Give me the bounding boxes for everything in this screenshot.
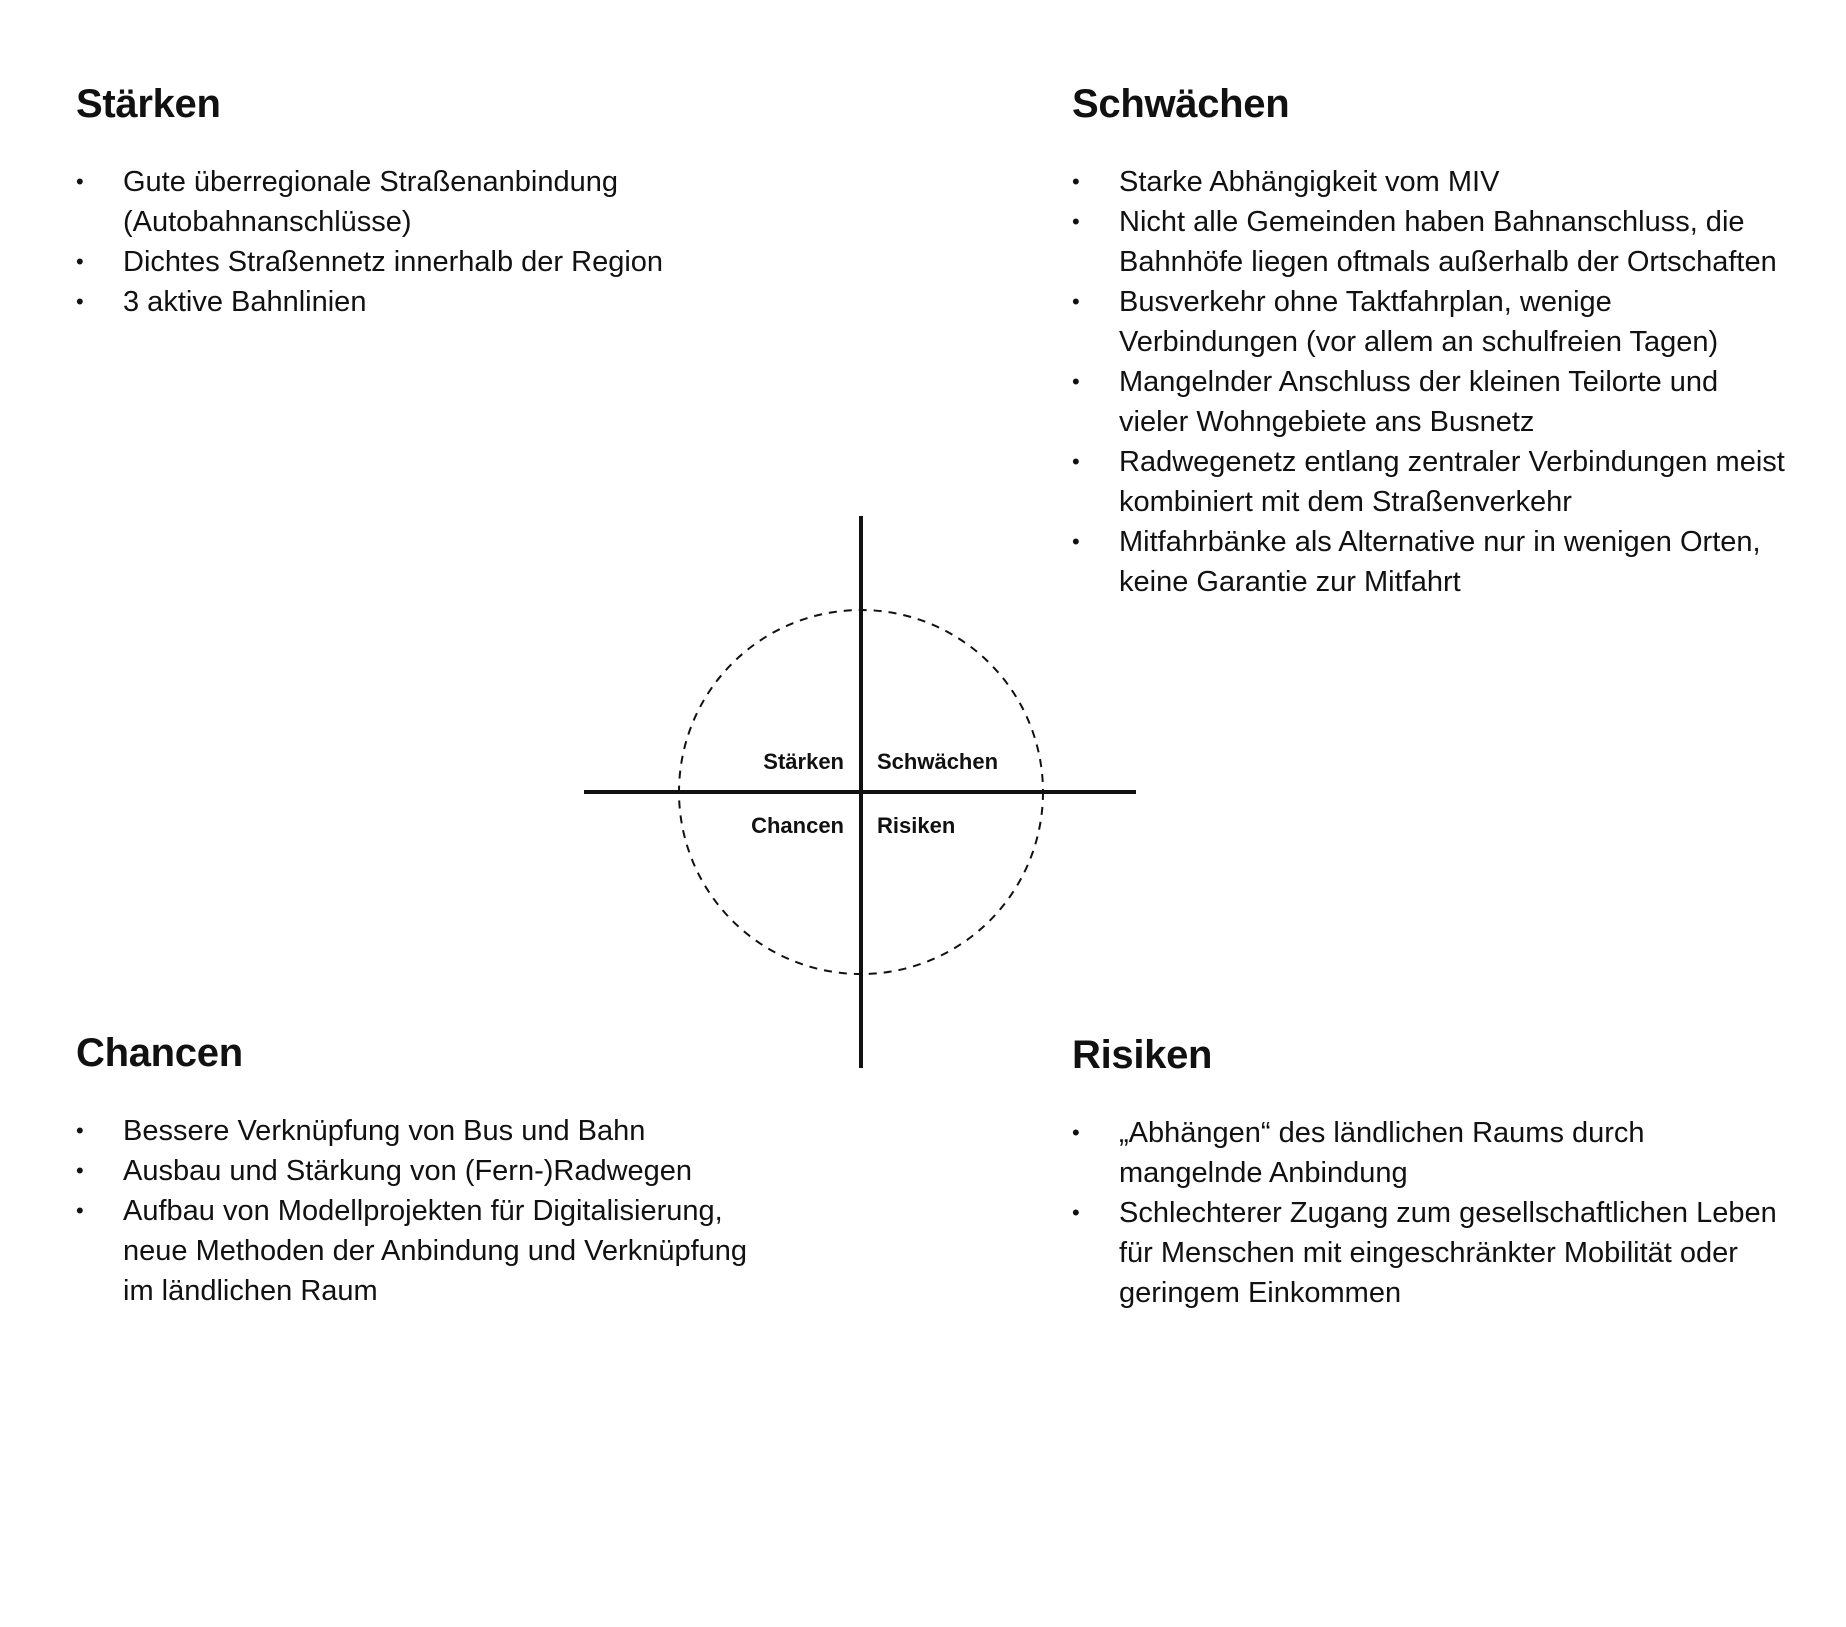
list-item: • Aufbau von Modellprojekten für Digitalisierung, neue Methoden der Anbindung und Verknüpfung im ländlichen Raum [76, 1191, 766, 1311]
diagram-label-risiken: Risiken [877, 813, 956, 838]
list-item: • Busverkehr ohne Taktfahrplan, wenige Verbindungen (vor allem an schulfreien Tagen) [1072, 282, 1792, 362]
quadrant-chancen [76, 1029, 766, 1311]
quadrant-list [1072, 162, 1792, 602]
list-item: • Mangelnder Anschluss der kleinen Teilorte und vieler Wohngebiete ans Busnetz [1072, 362, 1792, 442]
diagram-label-schwaechen: Schwächen [877, 749, 999, 774]
list-item: • Radwegenetz entlang zentraler Verbindungen meist kombiniert mit dem Straßenverkehr [1072, 442, 1792, 522]
list-item: • Schlechterer Zugang zum gesellschaftlichen Leben für Menschen mit eingeschränkter Mobilität oder geringem Einkommen [1072, 1193, 1792, 1313]
quadrant-staerken [76, 80, 766, 322]
quadrant-title: Chancen [76, 1031, 243, 1075]
quadrant-list [1072, 1113, 1792, 1313]
quadrant-risiken [1072, 1031, 1792, 1313]
quadrant-list [76, 162, 766, 322]
list-item: • 3 aktive Bahnlinien [76, 282, 766, 322]
list-item: • Dichtes Straßennetz innerhalb der Region [76, 242, 766, 282]
list-item: • Starke Abhängigkeit vom MIV [1072, 162, 1792, 202]
list-item: • Ausbau und Stärkung von (Fern-)Radwegen [76, 1151, 766, 1191]
diagram-label-staerken: Stärken [763, 749, 844, 774]
quadrant-list [76, 1111, 766, 1311]
list-item: • Nicht alle Gemeinden haben Bahnanschluss, die Bahnhöfe liegen oftmals außerhalb der Ortschaften [1072, 202, 1792, 282]
list-item: • Gute überregionale Straßenanbindung (Autobahnanschlüsse) [76, 162, 766, 242]
quadrant-title: Stärken [76, 82, 221, 126]
diagram-label-chancen: Chancen [751, 813, 844, 838]
list-item: • „Abhängen“ des ländlichen Raums durch mangelnde Anbindung [1072, 1113, 1792, 1193]
list-item: • Mitfahrbänke als Alternative nur in wenigen Orten, keine Garantie zur Mitfahrt [1072, 522, 1792, 602]
quadrant-title: Risiken [1072, 1033, 1213, 1077]
quadrant-schwaechen [1072, 80, 1792, 602]
list-item: • Bessere Verknüpfung von Bus und Bahn [76, 1111, 766, 1151]
quadrant-title: Schwächen [1072, 82, 1290, 126]
